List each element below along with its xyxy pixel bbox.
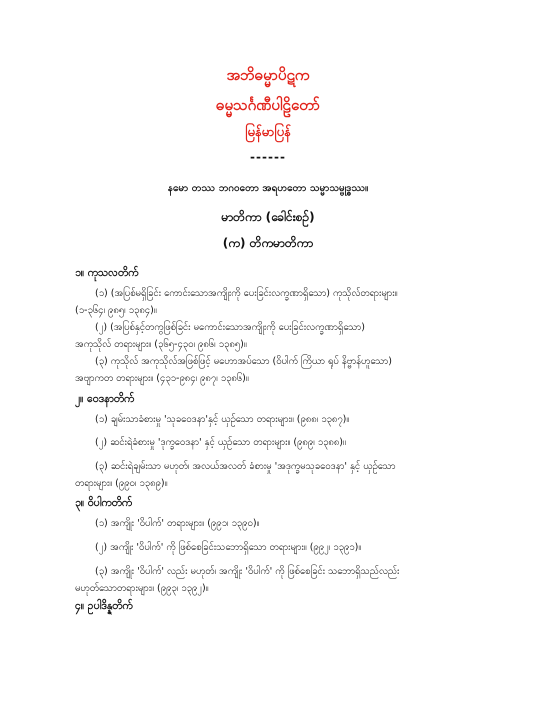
paragraph-line: (၃) ဆင်းရဲချမ်းသာ မဟုတ်၊ အလယ်အလတ် ခံစားမှု 'အဒုက္ခမသုခဝေဒနာ' နှင့် ယှဉ်သော [95, 461, 396, 472]
section-paragraph [75, 319, 473, 353]
chapter-heading: (က) တိကမာတိကာ [222, 236, 314, 250]
paragraph-continuation: မဟုတ်သောတရားများ။ (၉၉၃၊ ၁၃၉၂)။ [75, 583, 209, 594]
section-paragraph [75, 353, 473, 387]
section-paragraph [75, 285, 473, 319]
section-paragraph [75, 563, 473, 597]
section-heading: ၂။ ဝေဒနာတိက် [75, 393, 135, 405]
paragraph-line: (၂) (အပြစ်နှင့်တကွဖြစ်ခြင်း မကောင်းသောအကျိုးကို ပေးခြင်းလက္ခဏာရှိသော) [95, 322, 365, 333]
section-paragraph [75, 539, 473, 556]
contents-heading: မာတိကာ (ခေါင်းစဉ်) [221, 210, 315, 224]
separator-dashes: ------ [250, 150, 286, 164]
section-heading: ၃။ ဝိပါကတိက် [75, 497, 133, 509]
title-abhidhamma-pitaka: အဘိဓမ္မာပိဋက [226, 66, 310, 84]
section-paragraph [75, 411, 473, 428]
paragraph-continuation: အဗျာကတ တရားများ။ (၄၃၁-၉၈၄၊ ၉၈၇၊ ၁၃၈၆)။ [75, 373, 249, 384]
paragraph-line: (၂) ဆင်းရဲခံစားမှု 'ဒုက္ခဝေဒနာ' နှင့် ယှဉ်သော တရားများ။ (၉၈၉၊ ၁၃၈၈)။ [95, 437, 346, 448]
paragraph-line: (၃) ကုသိုလ် အကုသိုလ်အဖြစ်ဖြင့် မဟောအပ်သော (ဝိပါက် ကြိယာ ရုပ် နိဗ္ဗာန်ဟူသော) [95, 356, 392, 367]
paragraph-line: (၁) ချမ်းသာခံစားမှု 'သုခဝေဒနာ'နှင့် ယှဉ်သော တရားများ။ (၉၈၈၊ ၁၃၈၇)။ [95, 414, 350, 425]
paragraph-continuation: (၁-၃၆၄၊ ၉၈၅၊ ၁၃၈၄)။ [75, 305, 157, 316]
section-heading: ၁။ ကုသလတိက် [75, 267, 139, 279]
section-paragraph [75, 458, 473, 492]
section-heading: ၄။ ဥပါဒိန္နတိက် [75, 600, 133, 612]
title-myanmar-translation: မြန်မာပြန် [245, 125, 291, 140]
title-dhammasangani: ဓမ္မသင်္ဂဏီပါဠိတော် [216, 96, 320, 114]
homage-line: နမော တဿ ဘဂဝတော အရဟတော သမ္မာသမ္ဗုဒ္ဓဿ။ [167, 183, 369, 194]
paragraph-line: (၂) အကျိုး 'ဝိပါက်' ကို ဖြစ်စေခြင်းသဘောရှိသော တရားများ။ (၉၉၂၊ ၁၃၉၁)။ [95, 542, 362, 553]
paragraph-line: (၃) အကျိုး 'ဝိပါက်' လည်း မဟုတ်၊ အကျိုး 'ဝိပါက်' ကို ဖြစ်စေခြင်း သဘောရှိသည်လည်း [95, 566, 400, 577]
paragraph-continuation: အကုသိုလ် တရားများ။ (၃၆၅-၄၃၀၊ ၉၈၆၊ ၁၃၈၅)။ [75, 339, 247, 350]
paragraph-line: (၁) အကျိုး 'ဝိပါက်' တရားများ။ (၉၉၁၊ ၁၃၉၀)။ [95, 518, 260, 529]
section-paragraph [75, 434, 473, 451]
paragraph-line: (၁) (အပြစ်မရှိခြင်း ကောင်းသောအကျိုးကို ပေးခြင်းလက္ခဏာရှိသော) ကုသိုလ်တရားများ။ [95, 288, 398, 299]
section-paragraph [75, 515, 473, 532]
paragraph-continuation: တရားများ။ (၉၉၀၊ ၁၃၈၉)။ [75, 478, 168, 489]
